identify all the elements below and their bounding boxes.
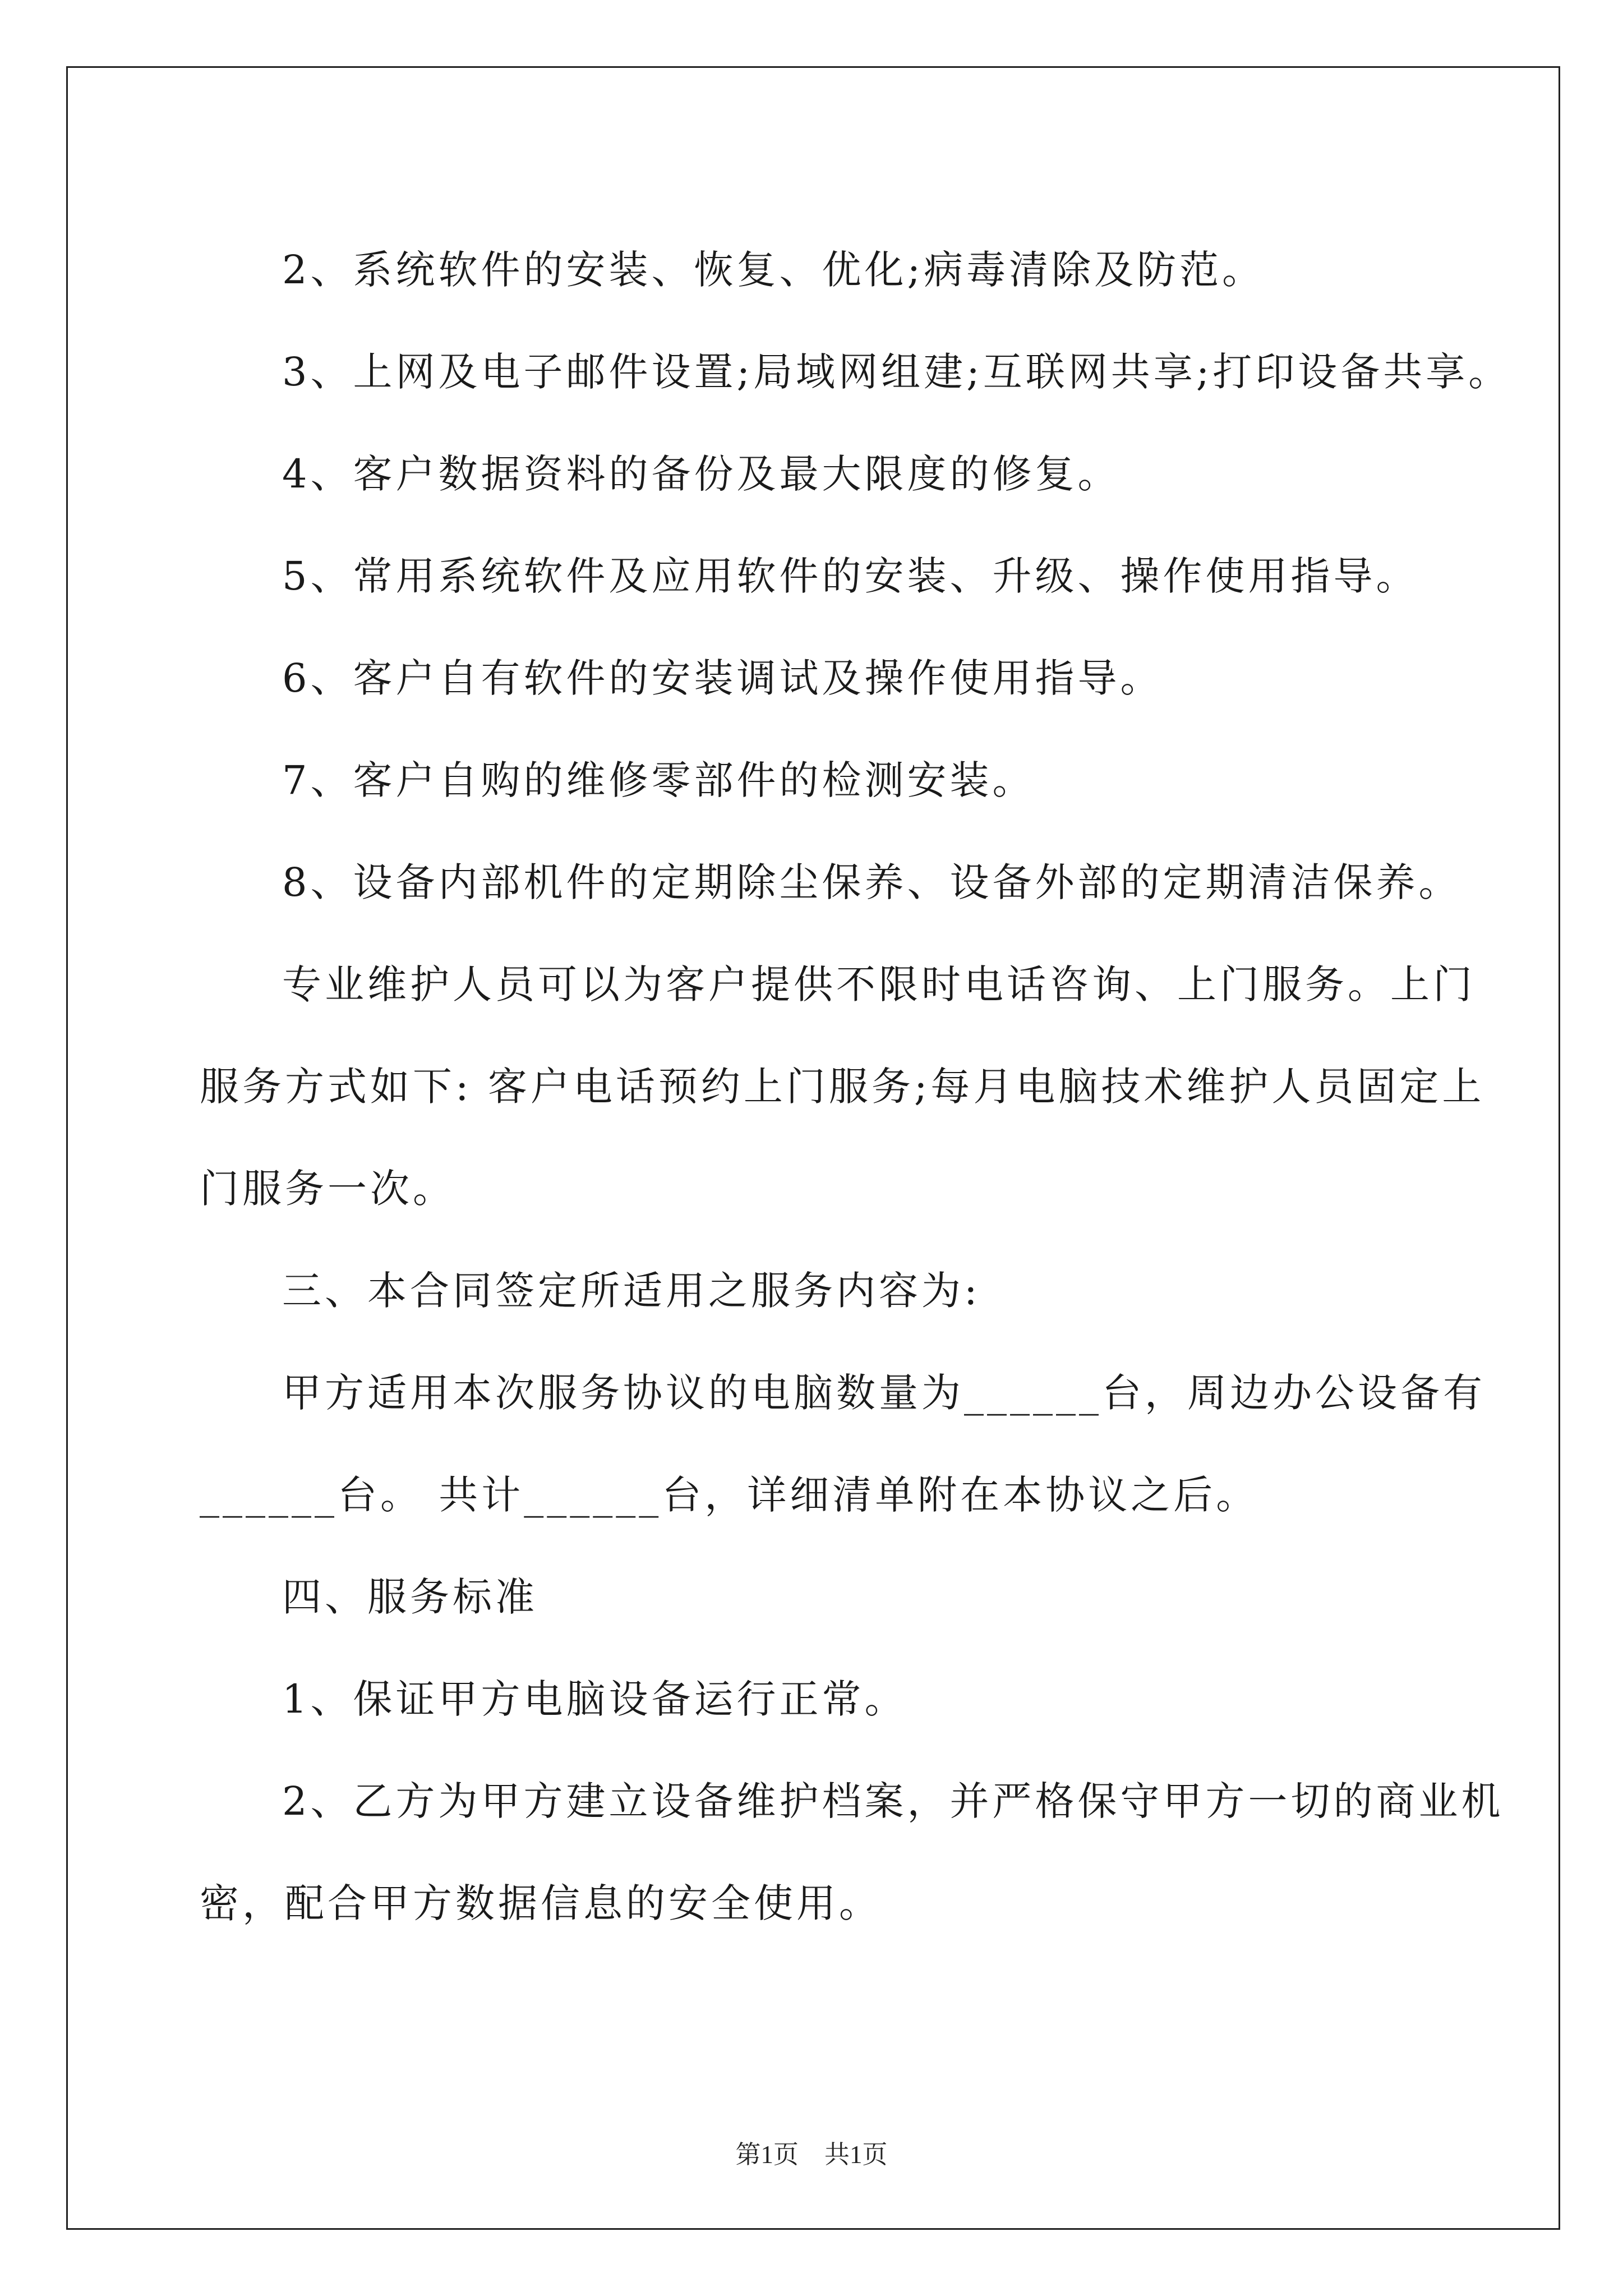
paragraph-standard-2 [200,1750,1504,1954]
section-heading: 三、本合同签定所适用之服务内容为: [282,1268,981,1314]
paragraph-item-7 [200,729,1433,831]
paragraph-item-4 [200,423,1433,525]
paragraph-line: ______台。 共计______台，详细清单附在本协议之后。 [200,1472,1259,1518]
page-footer [0,2134,1623,2170]
page-number-current: 第1页 [735,2141,799,2169]
paragraph-line: 2、系统软件的安装、恢复、优化;病毒清除及防范。 [282,247,1265,293]
paragraph-line: 服务方式如下: 客户电话预约上门服务;每月电脑技术维护人员固定上 [200,1064,1485,1110]
document-body [200,219,1511,1954]
paragraph-item-8 [200,831,1461,933]
paragraph-line: 6、客户自有软件的安装调试及操作使用指导。 [282,655,1163,701]
section-heading: 四、服务标准 [282,1574,538,1620]
paragraph-item-6 [200,627,1433,729]
paragraph-line: 2、乙方为甲方建立设备维护档案，并严格保守甲方一切的商业机 [282,1778,1504,1824]
paragraph-line: 7、客户自购的维修零部件的检测安装。 [282,757,1035,803]
paragraph-item-5 [200,525,1433,627]
paragraph-service-staff [200,933,1485,1240]
paragraph-standard-1 [200,1648,1433,1750]
paragraph-line: 5、常用系统软件及应用软件的安装、升级、操作使用指导。 [282,553,1419,599]
paragraph-line: 3、上网及电子邮件设置;局域网组建;互联网共享;打印设备共享。 [282,349,1511,395]
paragraph-line: 1、保证甲方电脑设备运行正常。 [282,1676,907,1722]
paragraph-device-count [200,1342,1486,1546]
paragraph-line: 门服务一次。 [200,1166,455,1212]
paragraph-line: 8、设备内部机件的定期除尘保养、设备外部的定期清洁保养。 [282,859,1461,905]
section-heading-three [200,1240,1433,1342]
page-number-total: 共1页 [824,2141,888,2169]
paragraph-line: 4、客户数据资料的备份及最大限度的修复。 [282,451,1121,497]
section-heading-four [200,1546,1433,1648]
paragraph-line: 密，配合甲方数据信息的安全使用。 [200,1880,882,1926]
paragraph-item-3 [200,321,1511,423]
paragraph-item-2 [200,219,1433,321]
paragraph-line: 专业维护人员可以为客户提供不限时电话咨询、上门服务。上门 [282,961,1476,1007]
paragraph-line: 甲方适用本次服务协议的电脑数量为______台，周边办公设备有 [282,1370,1486,1416]
